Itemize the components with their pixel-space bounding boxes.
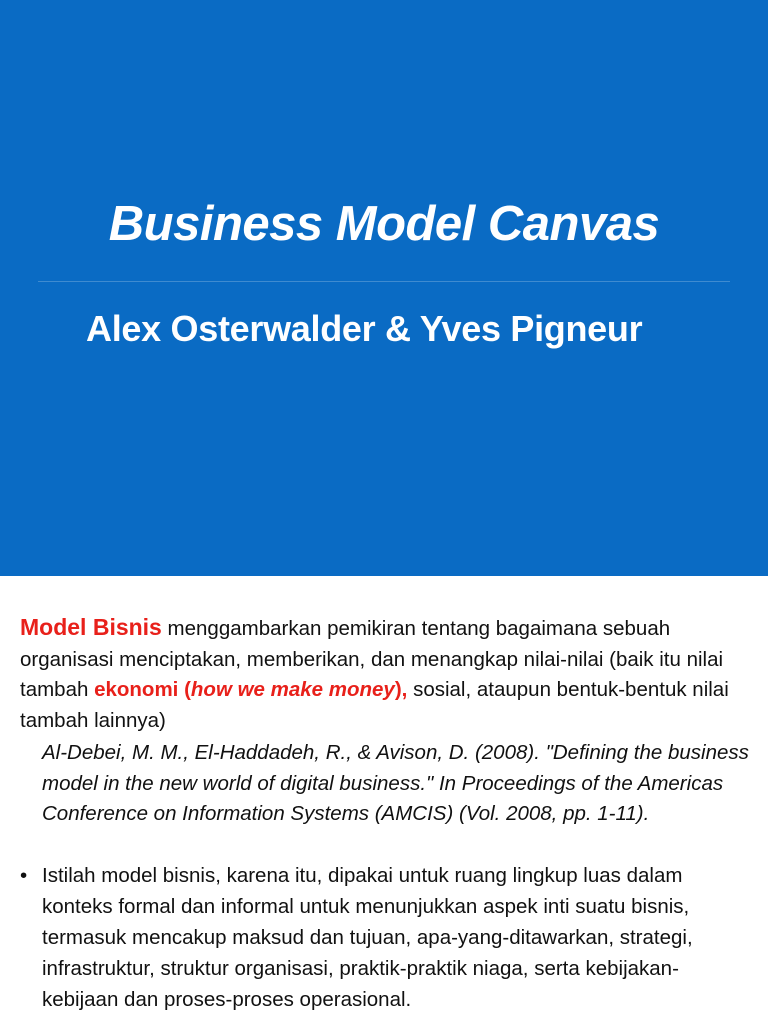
- definition-paragraph: [20, 612, 732, 736]
- slide-title: Business Model Canvas: [108, 197, 660, 251]
- bullet-text: Istilah model bisnis, karena itu, dipakai untuk ruang lingkup luas dalam konteks formal dan informal untuk menunjukkan aspek inti suatu bisnis, termasuk mencakup maksud dan tujuan, apa-yang-ditawarkan, strategi, infrastruktur, struktur organisasi, praktik-praktik niaga, serta kebijakan-kebijaan dan proses-proses operasional.: [42, 864, 693, 1011]
- highlight-money-text: how we make money: [190, 678, 395, 701]
- paragraph-text-2: sosial, ataupun bentuk-bentuk nilai tambah lainnya): [20, 678, 729, 732]
- content-slide: [0, 576, 768, 1024]
- bullet-item: [20, 860, 750, 1015]
- lead-term: Model Bisnis: [20, 614, 162, 640]
- highlight-close-text: ),: [394, 678, 408, 701]
- citation: Al-Debei, M. M., El-Haddadeh, R., & Avison, D. (2008). "Defining the business model in the new world of digital business." In Proceedings of the Americas Conference on Information Systems (AMCIS) (Vol. 2008, pp. 1-11).: [42, 741, 749, 825]
- title-divider: [38, 281, 730, 282]
- bullet-icon: •: [20, 864, 28, 887]
- slide-subtitle: Alex Osterwalder & Yves Pigneur: [86, 308, 643, 349]
- paragraph-text-1: menggambarkan pemikiran tentang bagaimana sebuah organisasi menciptakan, memberikan, dan menangkap nilai-nilai (baik itu nilai tambah: [20, 617, 724, 701]
- highlight-econ-text: ekonomi (: [94, 678, 191, 701]
- highlight-economy: [94, 678, 407, 701]
